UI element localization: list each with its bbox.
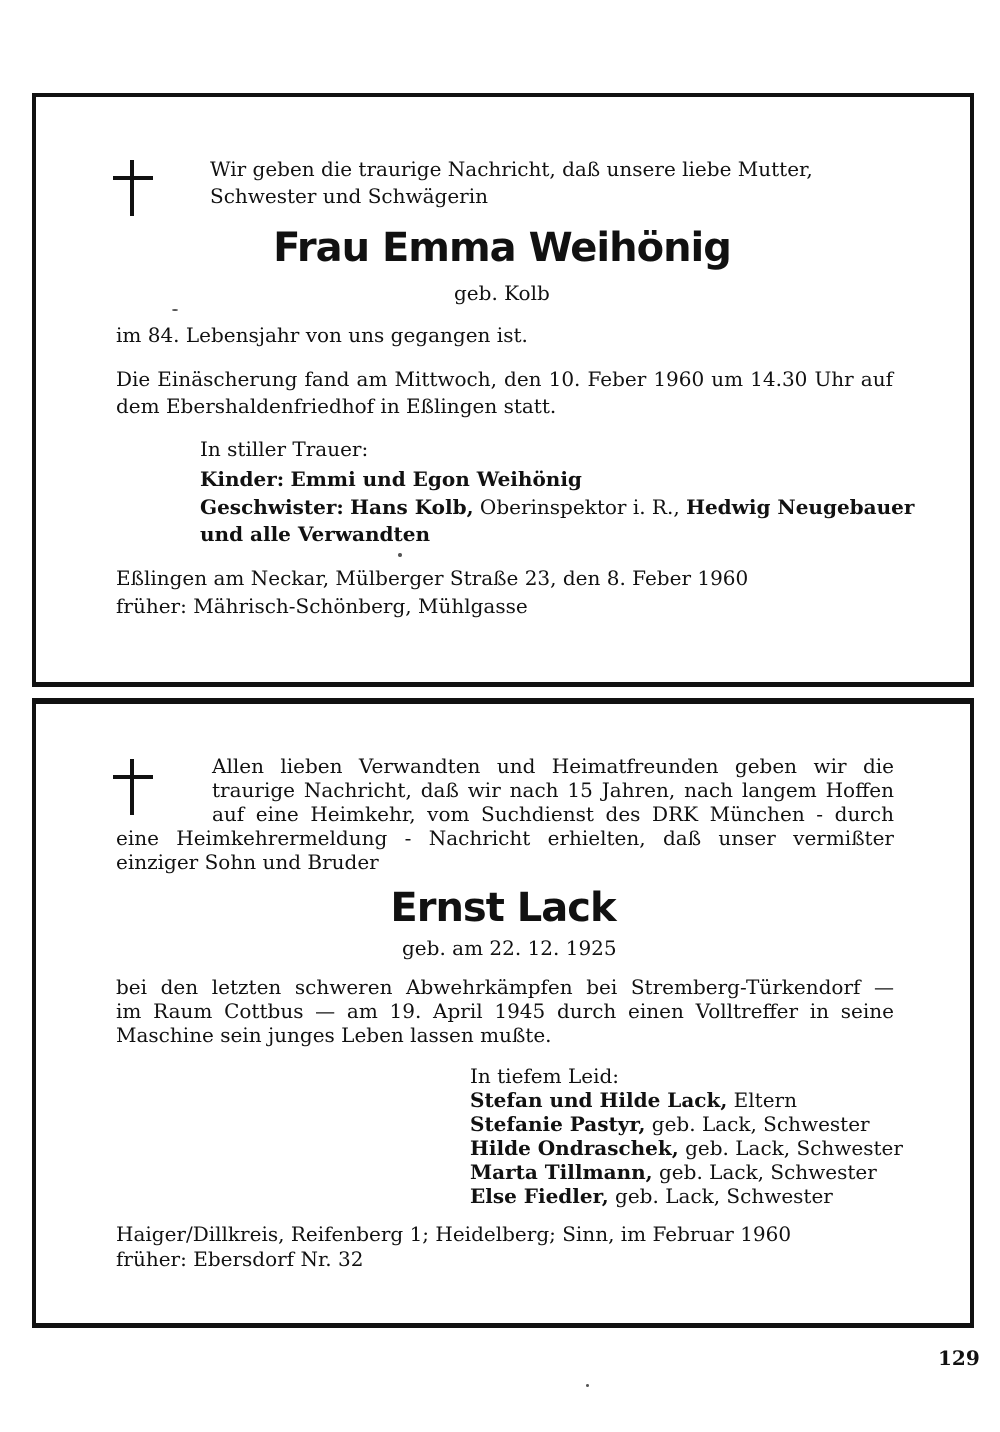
notice1-intro-line1: Wir geben die traurige Nachricht, daß unsere liebe Mutter, [210, 157, 813, 181]
notice1-intro-line2: Schwester und Schwägerin [210, 184, 489, 208]
scan-speck [398, 553, 402, 557]
notice2-address-line1: Haiger/Dillkreis, Reifenberg 1; Heidelberg; Sinn, im Februar 1960 [116, 1222, 792, 1246]
notice1-ceremony-line1: Die Einäscherung fand am Mittwoch, den 10. Feber 1960 um 14.30 Uhr auf [116, 367, 893, 391]
mourner-detail: geb. Lack, Schwester [615, 1184, 833, 1208]
mourner-name: Else Fiedler, [470, 1184, 609, 1208]
notice1-deceased-name: Frau Emma Weihönig [273, 225, 731, 271]
notice1-address-line1: Eßlingen am Neckar, Mülberger Straße 23, den 8. Feber 1960 [116, 566, 749, 590]
notice2-death-line2: im Raum Cottbus — am 19. April 1945 durch einen Volltreffer in seine [116, 999, 894, 1023]
notice1-birth-name: geb. Kolb [454, 281, 550, 305]
children-names: Emmi und Egon Weihönig [290, 467, 582, 491]
cross-icon [113, 160, 153, 216]
mourner-detail: Eltern [733, 1088, 797, 1112]
notice2-death-line3: Maschine sein junges Leben lassen mußte. [116, 1023, 552, 1047]
sibling-title-1: Oberinspektor i. R., [479, 495, 680, 519]
mourner-line [470, 1136, 903, 1160]
mourner-name: Marta Tillmann, [470, 1160, 653, 1184]
cross-icon [113, 759, 153, 815]
notice1-address-line2: früher: Mährisch-Schönberg, Mühlgasse [116, 594, 528, 618]
mourner-line [470, 1088, 797, 1112]
notice1-siblings [200, 495, 914, 519]
mourner-name: Stefan und Hilde Lack, [470, 1088, 728, 1112]
notice2-deceased-name: Ernst Lack [390, 885, 616, 931]
sibling-name-1: Hans Kolb, [350, 495, 474, 519]
notice2-death-line1: bei den letzten schweren Abwehrkämpfen bei Stremberg-Türkendorf — [116, 975, 894, 999]
notice2-intro-line5: einziger Sohn und Bruder [116, 850, 379, 874]
children-label: Kinder: [200, 467, 285, 491]
relatives-text: und alle Verwandten [200, 522, 431, 546]
mourner-line [470, 1112, 870, 1136]
mourner-line [470, 1184, 833, 1208]
mourner-detail: geb. Lack, Schwester [651, 1112, 870, 1136]
sibling-name-2: Hedwig Neugebauer [686, 495, 915, 519]
notice2-intro-line2: traurige Nachricht, daß wir nach 15 Jahren, nach langem Hoffen [212, 778, 894, 802]
mourner-detail: geb. Lack, Schwester [659, 1160, 877, 1184]
notice2-birth-date: geb. am 22. 12. 1925 [402, 936, 617, 960]
notice2-intro-line3: auf eine Heimkehr, vom Suchdienst des DRK München - durch [212, 802, 894, 826]
notice2-intro-line4: eine Heimkehrermeldung - Nachricht erhielten, daß unser vermißter [116, 826, 894, 850]
mourner-name: Hilde Ondraschek, [470, 1136, 679, 1160]
notice2-intro-line1: Allen lieben Verwandten und Heimatfreunden geben wir die [212, 754, 894, 778]
notice1-age-line: im 84. Lebensjahr von uns gegangen ist. [116, 323, 528, 347]
mourner-line [470, 1160, 877, 1184]
notice1-mourning-heading: In stiller Trauer: [200, 437, 369, 461]
page-number: 129 [938, 1346, 980, 1370]
mourner-detail: geb. Lack, Schwester [685, 1136, 903, 1160]
notice2-address-line2: früher: Ebersdorf Nr. 32 [116, 1247, 364, 1271]
notice1-ceremony-line2: dem Ebershaldenfriedhof in Eßlingen statt. [116, 394, 557, 418]
notice1-relatives [200, 522, 430, 546]
scan-speck [172, 309, 178, 311]
siblings-label: Geschwister: [200, 495, 344, 519]
mourner-name: Stefanie Pastyr, [470, 1112, 646, 1136]
scan-speck [586, 1384, 589, 1387]
notice2-mourning-heading: In tiefem Leid: [470, 1064, 620, 1088]
notice1-children [200, 467, 582, 491]
